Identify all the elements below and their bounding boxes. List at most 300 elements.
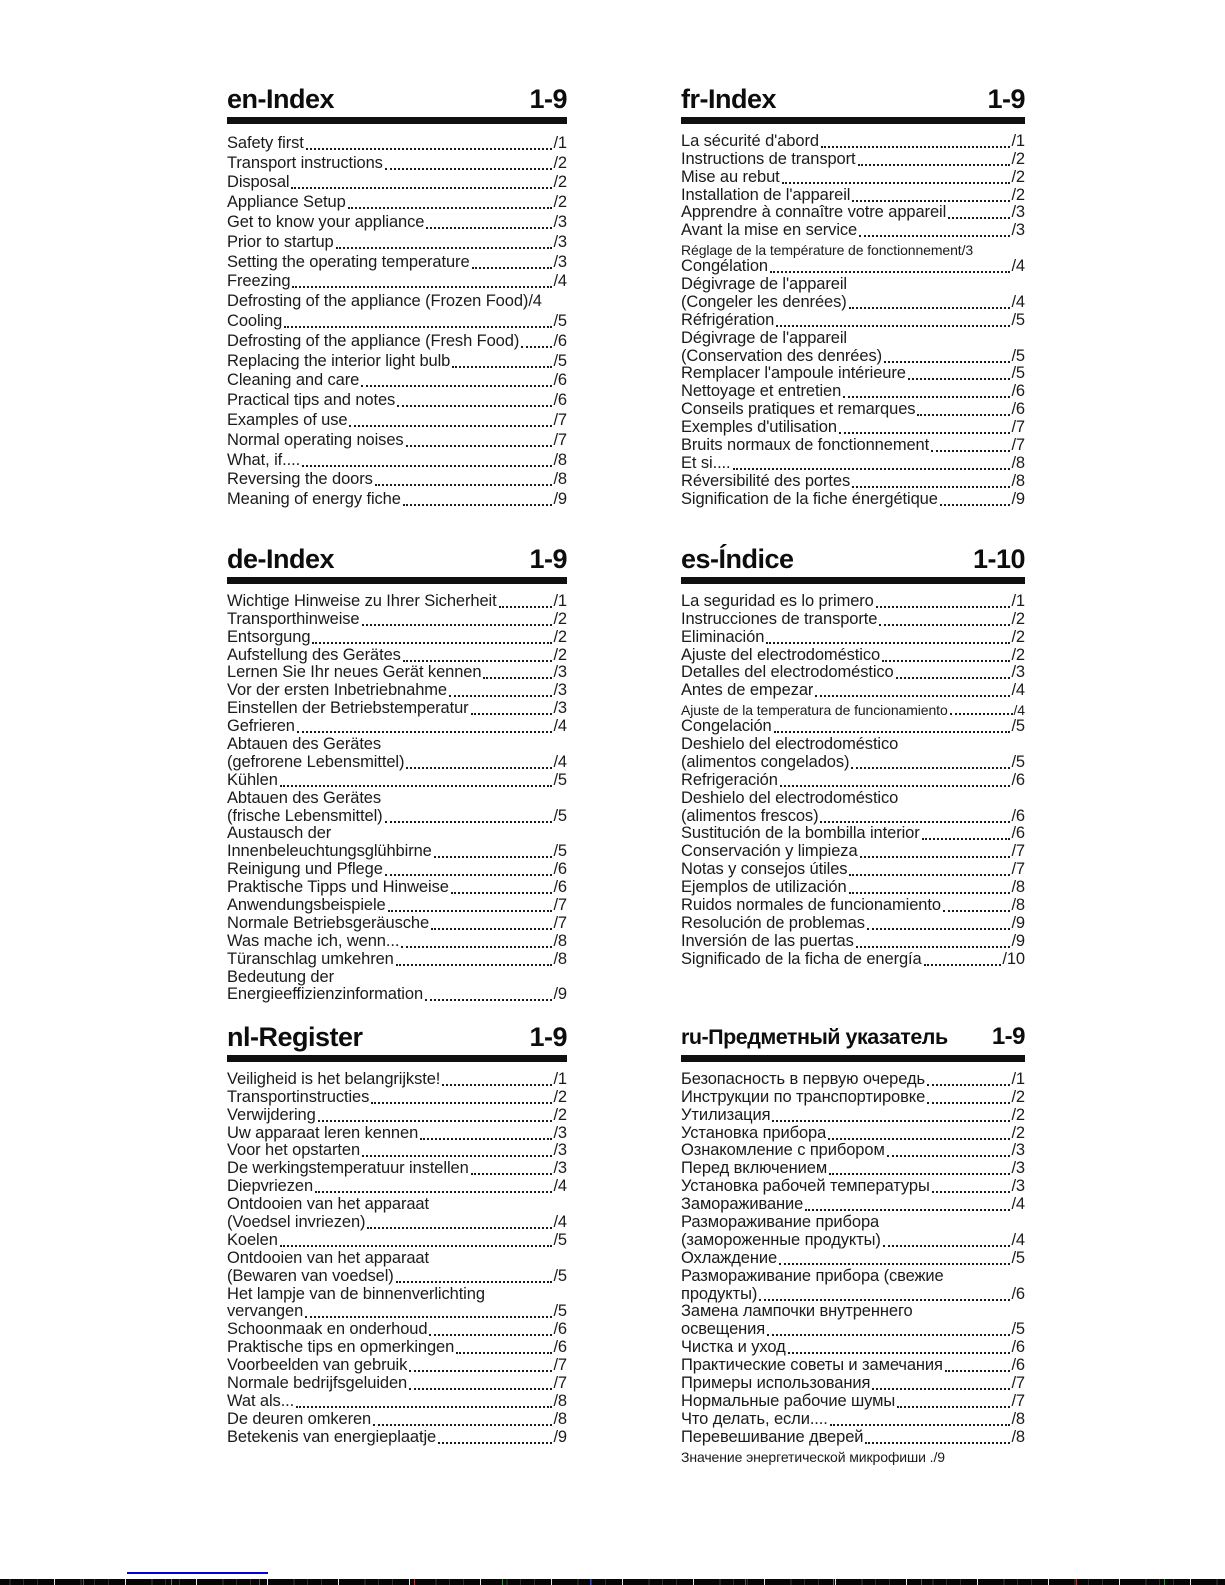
toc-entry-page: /7	[1011, 419, 1025, 437]
dot-leader	[388, 910, 553, 912]
toc-entry-page: /9	[1011, 490, 1025, 508]
dot-leader	[434, 856, 553, 858]
dot-leader	[292, 286, 552, 288]
toc-entry-label: Sustitución de la bombilla interior	[681, 825, 920, 843]
section-page-range: 1-9	[991, 1023, 1025, 1050]
toc-entry-page: /8	[1011, 472, 1025, 490]
header-rule	[681, 117, 1025, 124]
toc-entry	[681, 1196, 1025, 1214]
dot-leader	[409, 1370, 552, 1372]
toc-entry	[681, 491, 1025, 509]
toc-entry-page: /2	[1011, 1088, 1025, 1106]
toc-entry-page: /5	[553, 1232, 567, 1249]
dot-leader	[397, 405, 552, 407]
toc-entry-page: /5	[553, 311, 567, 330]
toc-entry	[681, 897, 1025, 915]
toc-entries	[227, 593, 567, 1004]
toc-entry-page: /9	[1011, 915, 1025, 932]
toc-entry	[227, 212, 567, 232]
toc-entry	[227, 915, 567, 933]
toc-entry-label: Kühlen	[227, 771, 278, 789]
toc-entry-label: Eliminación	[681, 628, 765, 646]
toc-entry	[227, 682, 567, 700]
toc-entry-label: освещения	[681, 1321, 766, 1339]
dot-leader	[403, 504, 553, 506]
toc-entry	[227, 951, 567, 969]
toc-entry-label: Перед включением	[681, 1160, 828, 1178]
toc-entry	[681, 437, 1025, 455]
toc-entry-label: Wichtige Hinweise zu Ihrer Sicherheit	[227, 593, 497, 610]
toc-entry	[227, 371, 567, 391]
toc-entry-label: Значение энергетической микрофиши .	[681, 1448, 934, 1465]
dot-leader	[924, 964, 1002, 966]
toc-entry	[681, 682, 1025, 700]
dot-leader	[451, 892, 553, 894]
toc-entry-page: /5	[553, 843, 567, 861]
toc-entry	[227, 1411, 567, 1429]
toc-entry	[681, 205, 1025, 223]
toc-entry-page: /4	[1011, 258, 1025, 276]
dot-leader	[887, 1155, 1011, 1157]
toc-entry-label: Transportinstructies	[227, 1088, 370, 1106]
toc-entry	[681, 1286, 1025, 1304]
toc-entry-label: Bruits normaux de fonctionnement	[681, 437, 930, 455]
toc-entry-page: /6	[1011, 1285, 1025, 1303]
toc-entry-page: /2	[1011, 628, 1025, 646]
dot-leader	[449, 695, 552, 697]
toc-entry	[227, 611, 567, 629]
toc-entry-label: Réversibilité des portes	[681, 472, 851, 490]
toc-entry-label: Безопасность в первую очередь	[681, 1071, 925, 1088]
dot-leader	[852, 486, 1010, 488]
dot-leader	[499, 606, 553, 608]
toc-entry-label: Entsorgung	[227, 628, 311, 646]
toc-entry-label: Voorbeelden van gebruik	[227, 1357, 408, 1375]
toc-entry-label: Apprendre à connaître votre appareil	[681, 204, 947, 222]
dot-leader	[830, 1424, 1011, 1426]
toc-entry-label: De deuren omkeren	[227, 1410, 372, 1428]
toc-entry-label: (Voedsel invriezen)	[227, 1214, 366, 1232]
toc-entry	[681, 1250, 1025, 1268]
toc-entry	[681, 1393, 1025, 1411]
toc-entry	[681, 629, 1025, 647]
toc-entry	[227, 252, 567, 272]
dot-leader	[860, 856, 1011, 858]
toc-entry-page: /5	[553, 1303, 567, 1321]
dot-leader	[396, 1281, 553, 1283]
toc-entry-label: vervangen	[227, 1303, 304, 1321]
toc-entry	[681, 312, 1025, 330]
toc-entry-page: /7	[1011, 843, 1025, 861]
toc-entry	[681, 718, 1025, 736]
toc-entry	[681, 1321, 1025, 1339]
toc-entry-label: Praktische tips en opmerkingen	[227, 1339, 455, 1357]
toc-entry-page: /2	[553, 193, 567, 212]
dot-leader	[396, 964, 553, 966]
toc-entry-label: Ontdooien van het apparaat	[227, 1249, 429, 1267]
toc-entry	[227, 629, 567, 647]
toc-entry-label: Примеры использования	[681, 1375, 871, 1393]
dot-leader	[733, 468, 1011, 470]
toc-entry-page: /3	[1011, 222, 1025, 240]
toc-entry-page: /3	[553, 212, 567, 231]
dot-leader	[851, 767, 1010, 769]
header-rule	[681, 577, 1025, 584]
toc-entry-page: /5	[1011, 718, 1025, 736]
dot-leader	[429, 1334, 552, 1336]
toc-entry-page: /6	[1011, 1339, 1025, 1357]
toc-entry	[681, 187, 1025, 205]
toc-entry	[227, 1321, 567, 1339]
toc-entry-label: Ajuste de la temperatura de funcionamiento	[681, 702, 948, 719]
toc-entry-page: /2	[1011, 610, 1025, 628]
toc-entry-label: Conservación y limpieza	[681, 843, 858, 861]
toc-entry	[227, 1393, 567, 1411]
toc-entry-label: Ejemplos de utilización	[681, 879, 847, 897]
toc-entry	[681, 772, 1025, 790]
toc-entry-page: /5	[1011, 365, 1025, 383]
dot-leader	[315, 1191, 552, 1193]
toc-entry-page: /4	[553, 1178, 567, 1196]
toc-entry-page: /6	[553, 331, 567, 350]
toc-entry-page: /7	[553, 1357, 567, 1375]
toc-entry	[681, 1429, 1025, 1447]
toc-entry-label: Reinigung und Pflege	[227, 861, 383, 879]
dot-leader	[406, 445, 553, 447]
toc-entry-label: Чистка и уход	[681, 1339, 786, 1357]
toc-entry-label: (gefrorene Lebensmittel)	[227, 754, 405, 771]
toc-entry-label: Dégivrage de l'appareil	[681, 276, 847, 294]
toc-entry-page: /8	[1011, 1410, 1025, 1428]
toc-entries	[681, 133, 1025, 509]
toc-entry	[227, 1160, 567, 1178]
toc-entry	[227, 311, 567, 331]
toc-entry	[681, 276, 1025, 294]
toc-entry-label: Gefrieren	[227, 718, 295, 736]
dot-leader	[296, 1406, 552, 1408]
toc-entry-label: Нормальные рабочие шумы	[681, 1393, 896, 1410]
header-rule	[227, 1055, 567, 1062]
toc-entry	[227, 173, 567, 193]
toc-entry	[227, 1178, 567, 1196]
toc-entry-page: /5	[1011, 754, 1025, 771]
dot-leader	[897, 1406, 1010, 1408]
toc-entry-label: Mise au rebut	[681, 168, 780, 186]
toc-entry-label: Prior to startup	[227, 232, 334, 251]
toc-entry-label: Austausch der	[227, 825, 332, 843]
dot-leader	[483, 677, 552, 679]
toc-entry-label: Normale bedrijfsgeluiden	[227, 1375, 408, 1393]
toc-entry-page: /6	[553, 371, 567, 390]
toc-entry-page: /7	[1011, 1393, 1025, 1410]
dot-leader	[927, 1102, 1010, 1104]
toc-entry-page: /8	[553, 1410, 567, 1428]
dot-leader	[879, 624, 1010, 626]
toc-entry	[227, 331, 567, 351]
toc-entry	[681, 348, 1025, 366]
toc-entry-page: /5	[553, 351, 567, 370]
dot-leader	[779, 1263, 1010, 1265]
toc-entry-label: Appliance Setup	[227, 193, 346, 212]
toc-entry	[227, 969, 567, 987]
dot-leader	[305, 1316, 552, 1318]
toc-entry-label: Detalles del electrodoméstico	[681, 664, 894, 682]
toc-entry-page: /8	[1011, 1428, 1025, 1446]
toc-entry-label: Ознакомление с прибором	[681, 1142, 885, 1160]
toc-entry-page: /5	[1011, 1249, 1025, 1267]
toc-entry-page: /6	[1011, 401, 1025, 419]
toc-entry-page: /2	[1011, 646, 1025, 664]
toc-entry-page: /6	[553, 861, 567, 879]
toc-entry-label: Get to know your appliance	[227, 212, 425, 231]
toc-entry-label: Ontdooien van het apparaat	[227, 1196, 429, 1214]
toc-entry-label: Ajuste del electrodoméstico	[681, 646, 881, 664]
dot-leader	[867, 928, 1011, 930]
toc-entry-label: Et si....	[681, 455, 731, 472]
toc-entry	[227, 1214, 567, 1232]
toc-entry-label: Setting the operating temperature	[227, 252, 470, 271]
toc-entry	[227, 593, 567, 611]
dot-leader	[805, 1209, 1010, 1211]
section-header	[681, 544, 1025, 574]
section-title: ru-Предметный указатель	[681, 1025, 948, 1049]
toc-entry-page: /4	[553, 1214, 567, 1232]
toc-entry-page: /5	[553, 1267, 567, 1285]
toc-entry-page: /3	[961, 242, 974, 259]
section-header	[227, 84, 567, 114]
toc-entry	[681, 366, 1025, 384]
dot-leader	[759, 1299, 1010, 1301]
dot-leader	[406, 767, 552, 769]
toc-entry	[681, 665, 1025, 683]
toc-entry-label: Anwendungsbeispiele	[227, 897, 386, 915]
dot-leader	[858, 164, 1011, 166]
dot-leader	[927, 1084, 1010, 1086]
toc-entry-page: /6	[553, 391, 567, 410]
toc-entry-page: /3	[553, 1142, 567, 1160]
section-title: fr-Index	[681, 84, 777, 114]
dot-leader	[361, 385, 552, 387]
header-rule	[227, 117, 567, 124]
toc-entry-label: Congelación	[681, 718, 772, 736]
section-header	[681, 84, 1025, 114]
section-title: de-Index	[227, 544, 335, 574]
toc-entry-label: Avant la mise en service	[681, 222, 858, 240]
toc-entry-page: /8	[1011, 897, 1025, 915]
dot-leader	[788, 1352, 1011, 1354]
toc-entry-page: /8	[1011, 455, 1025, 472]
toc-entry-page: /2	[1011, 186, 1025, 204]
toc-entry	[227, 1268, 567, 1286]
toc-entry	[681, 754, 1025, 772]
toc-entry	[681, 419, 1025, 437]
toc-entry-label: Resolución de problemas	[681, 915, 865, 932]
toc-entry-page: /7	[553, 410, 567, 429]
toc-entry-label: Praktische Tipps und Hinweise	[227, 879, 449, 897]
toc-entry	[227, 470, 567, 490]
toc-entry	[681, 294, 1025, 312]
toc-entry-label: Vor der ersten Inbetriebnahme	[227, 682, 447, 700]
dot-leader	[318, 1120, 553, 1122]
dot-leader	[452, 366, 552, 368]
toc-entry-page: /8	[553, 470, 567, 489]
toc-entry	[227, 272, 567, 292]
toc-entry	[227, 1375, 567, 1393]
toc-entry	[227, 933, 567, 951]
toc-section-ru	[681, 1022, 1025, 1465]
dot-leader	[839, 432, 1010, 434]
toc-entry-page: /3	[1011, 1178, 1025, 1196]
dot-leader	[438, 1442, 552, 1444]
dot-leader	[865, 1442, 1010, 1444]
toc-entry-label: Инструкции по транспортировке	[681, 1088, 926, 1106]
toc-entry-label: Утилизация	[681, 1106, 771, 1124]
toc-entry-label: Koelen	[227, 1232, 278, 1249]
dot-leader	[843, 396, 1010, 398]
section-page-range: 1-9	[987, 84, 1025, 114]
dot-leader	[876, 606, 1011, 608]
toc-entry-label: Türanschlag umkehren	[227, 950, 394, 968]
toc-entry	[227, 430, 567, 450]
toc-entry-page: /3	[553, 1124, 567, 1142]
toc-entry-page: /3	[553, 682, 567, 700]
toc-entry	[681, 401, 1025, 419]
dot-leader	[852, 200, 1010, 202]
toc-entry-label: Diepvriezen	[227, 1178, 314, 1196]
dot-leader	[521, 346, 552, 348]
toc-entry-label: (Bewaren van voedsel)	[227, 1267, 394, 1285]
toc-entry-label: Aufstellung des Gerätes	[227, 646, 401, 664]
dot-leader	[859, 235, 1010, 237]
toc-entry-page: /2	[553, 610, 567, 628]
toc-entry-label: Abtauen des Gerätes	[227, 789, 382, 807]
toc-entry-label: Охлаждение	[681, 1249, 778, 1267]
toc-entry	[227, 1107, 567, 1125]
toc-entry-label: Wat als...	[227, 1393, 295, 1410]
toc-entry	[227, 1196, 567, 1214]
toc-entry	[681, 1375, 1025, 1393]
toc-entry-label: Réfrigération	[681, 311, 775, 329]
toc-entry-label: Einstellen der Betriebstemperatur	[227, 700, 469, 718]
toc-entry	[227, 1286, 567, 1304]
toc-entry-page: /2	[1011, 150, 1025, 168]
toc-entry-page: /7	[1011, 861, 1025, 879]
toc-entry-label: Practical tips and notes	[227, 391, 396, 410]
toc-entry-page: /6	[553, 1321, 567, 1339]
dot-leader	[471, 713, 553, 715]
dot-leader	[306, 148, 553, 150]
toc-entry	[681, 790, 1025, 808]
dot-leader	[385, 874, 553, 876]
toc-entry	[681, 1071, 1025, 1089]
toc-entry	[227, 1339, 567, 1357]
toc-entry	[227, 861, 567, 879]
dot-leader	[908, 378, 1011, 380]
dot-leader	[815, 695, 1010, 697]
dot-leader	[767, 1334, 1010, 1336]
header-rule	[681, 1055, 1025, 1062]
toc-entry-label: Transporthinweise	[227, 610, 360, 628]
toc-entry-label: Замена лампочки внутреннего	[681, 1303, 913, 1321]
toc-entry-page: /2	[1011, 1106, 1025, 1124]
toc-entry	[681, 383, 1025, 401]
toc-entry	[227, 826, 567, 844]
toc-entry-label: Het lampje van de binnenverlichting	[227, 1285, 485, 1303]
dot-leader	[284, 326, 552, 328]
toc-entries	[227, 133, 567, 509]
toc-entry	[227, 133, 567, 153]
toc-entry	[681, 169, 1025, 187]
toc-entry	[227, 153, 567, 173]
toc-entry-page: /2	[553, 153, 567, 172]
toc-entry	[227, 232, 567, 252]
toc-entry-page: /3	[553, 232, 567, 251]
toc-entry-page: /7	[553, 897, 567, 915]
toc-entry-page: /2	[553, 1088, 567, 1106]
toc-entry	[681, 593, 1025, 611]
dot-leader	[770, 271, 1010, 273]
toc-entry-page: /4	[528, 292, 542, 311]
toc-entry	[227, 1143, 567, 1161]
scan-noise-strip	[0, 1579, 1225, 1585]
toc-entry-page: /5	[553, 807, 567, 825]
toc-entry-label: Abtauen des Gerätes	[227, 736, 382, 754]
toc-entry-label: (замороженные продукты)	[681, 1232, 881, 1249]
dot-leader	[375, 484, 553, 486]
toc-entry-label: Replacing the interior light bulb	[227, 351, 451, 370]
toc-entry-page: /2	[1011, 1124, 1025, 1142]
toc-entry-page: /2	[553, 628, 567, 646]
toc-entry	[227, 1232, 567, 1250]
dot-leader	[950, 713, 1013, 715]
toc-section-es	[681, 544, 1025, 969]
toc-entry-page: /3	[1011, 664, 1025, 682]
toc-entry-page: /9	[553, 986, 567, 1004]
toc-entry-page: /4	[1011, 1232, 1025, 1249]
toc-entry-label: продукты)	[681, 1285, 758, 1303]
dot-leader	[472, 267, 553, 269]
toc-entry	[681, 1160, 1025, 1178]
toc-entry-page: /3	[553, 700, 567, 718]
dot-leader	[403, 660, 553, 662]
toc-entry-page: /10	[1002, 950, 1025, 968]
dot-leader	[420, 1138, 552, 1140]
toc-entry-page: /7	[1011, 1375, 1025, 1393]
toc-entry	[227, 879, 567, 897]
dot-leader	[367, 1227, 552, 1229]
toc-entry-page: /4	[1011, 682, 1025, 700]
toc-entry-label: Bedeutung der	[227, 968, 334, 986]
toc-entry-label: De werkingstemperatuur instellen	[227, 1160, 469, 1178]
dot-leader	[280, 785, 553, 787]
toc-entry-page: /7	[553, 1375, 567, 1393]
section-title: en-Index	[227, 84, 335, 114]
toc-entry-label: Nettoyage et entretien	[681, 383, 842, 401]
toc-entry-label: Замораживание	[681, 1196, 804, 1214]
toc-section-en	[227, 84, 567, 509]
toc-entry-label: Instructions de transport	[681, 150, 856, 168]
toc-entry	[681, 240, 1025, 258]
toc-entry-page: /4	[1011, 294, 1025, 311]
toc-entry	[681, 1232, 1025, 1250]
toc-entries	[681, 593, 1025, 969]
toc-entry	[227, 351, 567, 371]
toc-entry-page: /4	[1013, 702, 1025, 719]
toc-entry-label: Antes de empezar	[681, 682, 814, 700]
toc-entry	[227, 1429, 567, 1447]
dot-leader	[425, 999, 552, 1001]
toc-entry	[681, 951, 1025, 969]
